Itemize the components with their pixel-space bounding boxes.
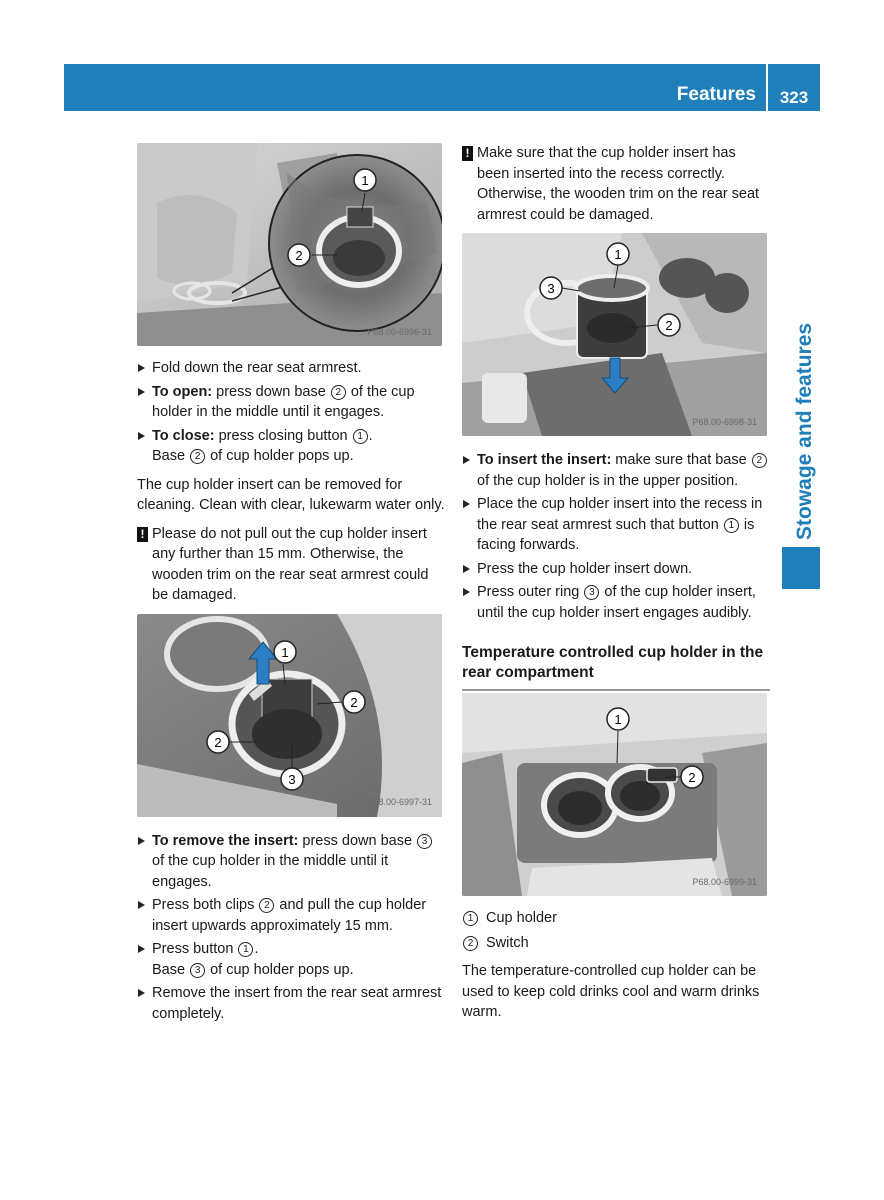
step-insert-insert [462,450,770,491]
callout-ref: 2 [331,385,346,400]
callout-1: 1 [361,173,369,188]
side-tab-marker [782,547,820,589]
step-place-insert [462,494,770,556]
step-text: make sure that base [611,452,751,468]
callout-2: 2 [688,770,696,785]
figure-temperature-cupholder [462,693,767,896]
callout-ref: 1 [463,911,478,926]
step-text: Remove the insert from the rear seat armrest completely. [152,985,442,1022]
warning-text: Make sure that the cup holder insert has been inserted into the recess correctly. Otherwise, the wooden trim on the rear seat armrest could be damaged. [477,145,760,223]
figure-insert-insert [462,233,767,436]
page-header [64,64,820,111]
step-to-open [137,382,445,423]
step-label: To remove the insert: [152,832,299,849]
step-text: Press button [152,941,238,957]
step-text: press down base [212,383,330,400]
step-remove-insert [137,831,445,893]
callout-ref: 2 [259,898,274,913]
page-number: 323 [779,88,809,107]
step-text: of the cup holder insert, until the cup holder insert engages audibly. [477,584,756,621]
step-text: of the cup holder is in the upper position. [477,472,739,489]
warning-note [462,143,770,225]
legend-label: Switch [486,934,529,951]
step-press-outer-ring [462,582,770,623]
callout-ref: 1 [238,942,253,957]
step-text: press closing button [214,427,352,444]
warning-icon: ! [137,527,148,542]
step-text: of cup holder pops up. [206,448,354,464]
step-press-clips [137,895,445,936]
step-text: Base [152,448,190,464]
callout-3: 3 [547,281,555,296]
step-text: . [368,427,373,444]
figure-code: P68.00-6998-31 [692,416,757,427]
callout-1: 1 [614,247,622,262]
callout-ref: 3 [190,963,205,978]
callout-1: 1 [281,644,289,660]
callout-ref: 1 [353,429,368,444]
warning-icon: ! [462,146,473,161]
step-text: Place the cup holder insert into the recess in the rear seat armrest such that button [477,496,763,533]
callout-ref: 2 [190,449,205,464]
section-title: Temperature controlled cup holder in the rear compartment [462,643,770,691]
callout-ref: 2 [463,936,478,951]
legend-cup-holder [462,908,770,929]
figure-remove-insert [137,614,442,817]
right-column [462,143,770,1031]
step-text: press down base [298,832,417,849]
step-fold-armrest [137,358,445,379]
step-label: To open: [152,383,213,400]
step-text: of the cup holder in the middle until it engages. [152,383,415,420]
step-text: Press outer ring [477,584,584,600]
step-text: of cup holder pops up. [206,961,354,978]
header-title: Features [676,84,756,105]
callout-3: 3 [288,771,296,787]
figure-code: P68.00-6999-31 [692,876,757,887]
step-press-insert-down [462,559,770,580]
step-label: To insert the insert: [477,452,612,468]
paragraph-temperature: The temperature-controlled cup holder can be used to keep cold drinks cool and warm drinks warm. [462,963,760,1020]
callout-2: 2 [665,318,673,333]
step-press-button [137,939,445,980]
callout-ref: 3 [584,585,599,600]
step-remove-completely [137,983,445,1024]
step-text: of the cup holder in the middle until it engages. [152,853,389,890]
step-text: . [254,941,259,957]
callout-ref: 1 [724,518,739,533]
step-text: Base [152,961,190,978]
paragraph-cleaning: The cup holder insert can be removed for cleaning. Clean with clear, lukewarm water only. [137,476,445,513]
figure-code: P68.00-6997-31 [367,797,432,807]
warning-note [137,524,445,606]
callout-1: 1 [614,712,622,727]
legend-label: Cup holder [486,910,557,926]
callout-2: 2 [350,694,358,710]
callout-ref: 3 [417,834,432,849]
step-text: Press both clips [152,897,259,913]
callout-2: 2 [295,248,303,263]
figure-armrest-cupholder [137,143,442,346]
step-label: To close: [152,427,215,444]
figure-code: P68.00-6996-31 [367,326,432,337]
step-text: and pull the cup holder insert upwards approximately 15 mm. [152,897,427,934]
callout-2: 2 [214,734,222,750]
warning-text: Please do not pull out the cup holder insert any further than 15 mm. Otherwise, the wooden trim on the rear seat armrest could be damaged. [152,525,429,603]
legend-switch [462,933,770,954]
left-column [137,143,445,1027]
callout-ref: 2 [752,453,767,468]
side-tab-label: Stowage and features [793,322,816,540]
step-text: Fold down the rear seat armrest. [152,360,362,376]
step-to-close [137,426,445,467]
step-text: is facing forwards. [477,516,755,553]
step-text: Press the cup holder insert down. [477,560,693,577]
